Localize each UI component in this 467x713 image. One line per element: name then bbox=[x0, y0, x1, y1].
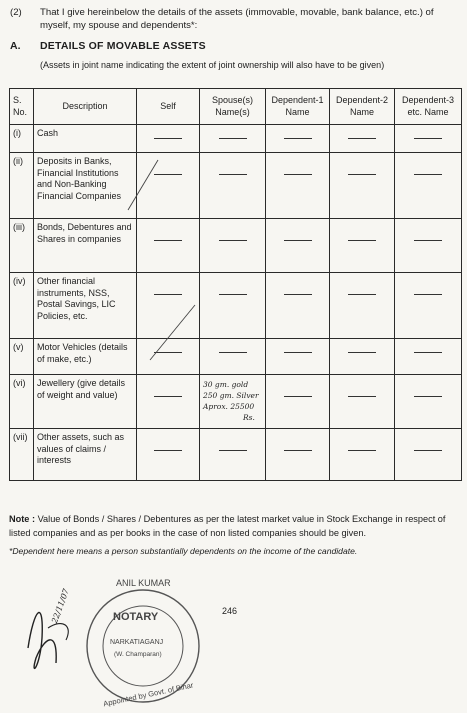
blank-dash bbox=[414, 396, 442, 397]
blank-dash bbox=[154, 352, 182, 353]
stamp-top-text: ANIL KUMAR bbox=[116, 578, 171, 588]
table-row bbox=[10, 339, 462, 375]
page-number: 246 bbox=[222, 606, 238, 616]
header-spouse: Spouse(s) Name(s) bbox=[200, 89, 266, 125]
blank-dash bbox=[154, 240, 182, 241]
row-sno: (vi) bbox=[10, 375, 34, 429]
handwritten-line: Aprox. 25500 bbox=[203, 402, 255, 411]
row-sno: (iv) bbox=[10, 273, 34, 339]
blank-dash bbox=[414, 294, 442, 295]
stamp-middle-text: NOTARY bbox=[113, 611, 159, 623]
table-row bbox=[10, 219, 462, 273]
blank-dash bbox=[414, 352, 442, 353]
intro-text: That I give hereinbelow the details of the assets (immovable, movable, bank balance, etc.) of myself, my spouse and dependents*: bbox=[40, 7, 434, 31]
blank-dash bbox=[284, 396, 312, 397]
section-letter: A. bbox=[10, 40, 21, 52]
row-description: Jewellery (give details of weight and value) bbox=[34, 375, 137, 429]
blank-dash bbox=[348, 138, 376, 139]
blank-dash bbox=[414, 450, 442, 451]
handwritten-line: 250 gm. Silver bbox=[203, 391, 259, 400]
blank-dash bbox=[154, 138, 182, 139]
table-row bbox=[10, 153, 462, 219]
note-text: Value of Bonds / Shares / Debentures as per the latest market value in Stock Exchange in respect of listed companies and as per books in the case of non listed companies should be given. bbox=[9, 514, 446, 538]
blank-dash bbox=[154, 174, 182, 175]
blank-dash bbox=[348, 450, 376, 451]
blank-dash bbox=[284, 450, 312, 451]
spouse-jewellery-note bbox=[200, 375, 266, 429]
signature-date: 22/11/07 bbox=[50, 587, 71, 625]
table-row bbox=[10, 273, 462, 339]
row-description: Cash bbox=[34, 125, 137, 153]
row-sno: (v) bbox=[10, 339, 34, 375]
row-sno: (iii) bbox=[10, 219, 34, 273]
blank-dash bbox=[284, 294, 312, 295]
blank-dash bbox=[348, 294, 376, 295]
stamp-place-text: NARKATIAGANJ bbox=[110, 639, 164, 646]
header-self: Self bbox=[137, 89, 200, 125]
section-title: DETAILS OF MOVABLE ASSETS bbox=[40, 40, 206, 52]
blank-dash bbox=[219, 294, 247, 295]
blank-dash bbox=[219, 450, 247, 451]
note-paragraph bbox=[9, 512, 461, 540]
notary-seal bbox=[18, 568, 218, 708]
blank-dash bbox=[348, 240, 376, 241]
row-description: Other assets, such as values of claims / interests bbox=[34, 429, 137, 481]
row-description: Bonds, Debentures and Shares in companies bbox=[34, 219, 137, 273]
header-description: Description bbox=[34, 89, 137, 125]
stamp-district-text: (W. Champaran) bbox=[114, 651, 162, 658]
row-sno: (ii) bbox=[10, 153, 34, 219]
blank-dash bbox=[219, 352, 247, 353]
row-sno: (vii) bbox=[10, 429, 34, 481]
header-sno: S. No. bbox=[10, 89, 34, 125]
blank-dash bbox=[219, 138, 247, 139]
table-header-row bbox=[10, 89, 462, 125]
blank-dash bbox=[284, 174, 312, 175]
table-row bbox=[10, 375, 462, 429]
table-row bbox=[10, 125, 462, 153]
handwritten-line: 30 gm. gold bbox=[203, 380, 249, 389]
section-subtitle: (Assets in joint name indicating the extent of joint ownership will also have to be given) bbox=[40, 60, 385, 70]
movable-assets-table bbox=[9, 88, 462, 481]
blank-dash bbox=[284, 138, 312, 139]
row-description: Other financial instruments, NSS, Postal Savings, LIC Policies, etc. bbox=[34, 273, 137, 339]
blank-dash bbox=[348, 352, 376, 353]
blank-dash bbox=[414, 240, 442, 241]
signature-stroke bbox=[48, 624, 68, 640]
row-description: Motor Vehicles (details of make, etc.) bbox=[34, 339, 137, 375]
blank-dash bbox=[154, 294, 182, 295]
dependent-footnote: *Dependent here means a person substantially dependents on the income of the candidate. bbox=[9, 546, 358, 556]
blank-dash bbox=[414, 138, 442, 139]
intro-number: (2) bbox=[10, 7, 22, 18]
stamp-bottom-text: Appointed by Govt. of Bihar bbox=[102, 680, 195, 708]
header-dependent-3: Dependent-3 etc. Name bbox=[395, 89, 462, 125]
blank-dash bbox=[154, 396, 182, 397]
row-description: Deposits in Banks, Financial Institutions and Non-Banking Financial Companies bbox=[34, 153, 137, 219]
handwritten-line: Rs. bbox=[243, 413, 255, 422]
blank-dash bbox=[348, 174, 376, 175]
notary-stamp-area bbox=[18, 568, 218, 708]
header-dependent-2: Dependent-2 Name bbox=[330, 89, 395, 125]
blank-dash bbox=[284, 240, 312, 241]
row-sno: (i) bbox=[10, 125, 34, 153]
blank-dash bbox=[284, 352, 312, 353]
header-dependent-1: Dependent-1 Name bbox=[266, 89, 330, 125]
blank-dash bbox=[348, 396, 376, 397]
blank-dash bbox=[219, 240, 247, 241]
blank-dash bbox=[219, 174, 247, 175]
blank-dash bbox=[414, 174, 442, 175]
table-row bbox=[10, 429, 462, 481]
blank-dash bbox=[154, 450, 182, 451]
note-label: Note : bbox=[9, 514, 36, 524]
